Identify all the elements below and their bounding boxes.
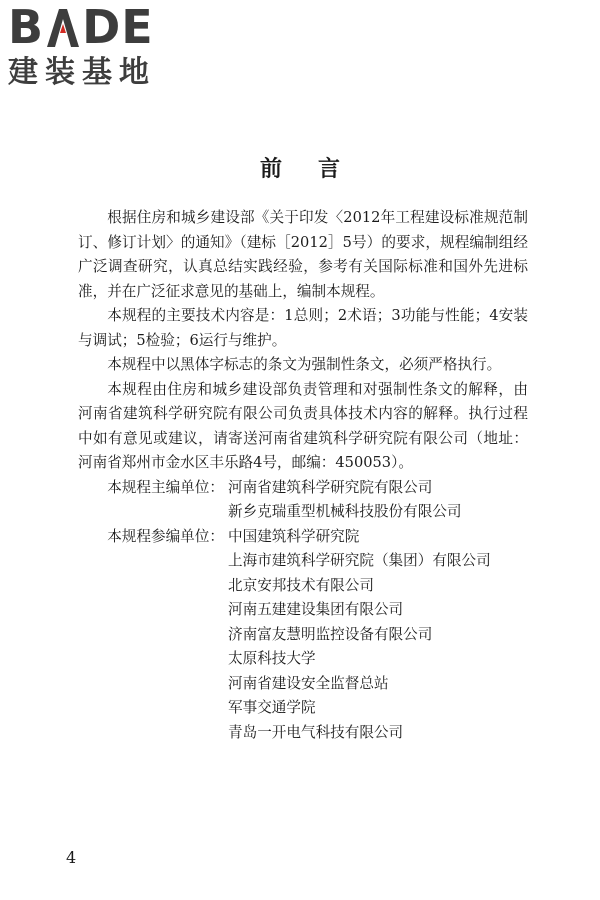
paragraph-contents: 本规程的主要技术内容是：1总则；2术语；3功能与性能；4安装与调试；5检验；6运行与维护。 (78, 307, 528, 349)
paragraph-management: 本规程由住房和城乡建设部负责管理和对强制性条文的解释，由河南省建筑科学研究院有限公司负责具体技术内容的解释。执行过程中如有意见或建议，请寄送河南省建筑科学研究院有限公司（地址：河南省郑州市金水区丰乐路4号，邮编：450053）。 (78, 380, 528, 471)
logo-wordmark (8, 0, 178, 54)
participating-unit-item: 上海市建筑科学研究院（集团）有限公司 (228, 552, 491, 569)
units-section (78, 476, 528, 746)
preface-body (78, 206, 528, 745)
participating-unit-item: 河南五建建设集团有限公司 (228, 601, 404, 618)
participating-units-label: 本规程参编单位： (107, 527, 224, 545)
participating-unit-item: 军事交通学院 (228, 699, 316, 716)
participating-unit-item: 济南富友慧明监控设备有限公司 (228, 625, 433, 643)
logo-letter-b: B (8, 0, 45, 54)
logo-letter-a-mark (45, 7, 81, 47)
paragraph-mandate: 根据住房和城乡建设部《关于印发〈2012年工程建设标准规范制订、修订计划〉的通知》（建标［2012］5号）的要求，规程编制组经广泛调查研究，认真总结实践经验，参考有关国际标准和国外先进标准，并在广泛征求意见的基础上，编制本规程。 (78, 209, 528, 300)
logo-subtitle: 建装基地 (8, 55, 156, 90)
chief-units-row (78, 476, 528, 525)
logo-letters-de: DE (82, 0, 154, 54)
logo-a-icon (45, 7, 81, 47)
chief-units-label: 本规程主编单位： (107, 478, 224, 496)
chief-unit-item: 河南省建筑科学研究院有限公司 (228, 478, 433, 496)
participating-unit-item: 太原科技大学 (228, 650, 316, 667)
page-number: 4 (66, 848, 77, 867)
participating-unit-item: 中国建筑科学研究院 (228, 527, 360, 545)
chief-unit-item: 新乡克瑞重型机械科技股份有限公司 (228, 503, 462, 520)
participating-units-row (78, 525, 528, 746)
participating-unit-item: 河南省建设安全监督总站 (228, 674, 389, 692)
participating-units-list (228, 525, 528, 746)
paragraph-mandatory-clauses: 本规程中以黑体字标志的条文为强制性条文，必须严格执行。 (107, 356, 502, 373)
participating-unit-item: 北京安邦技术有限公司 (228, 576, 374, 594)
page-title: 前言 (259, 156, 376, 182)
chief-units-list (228, 476, 528, 525)
participating-unit-item: 青岛一开电气科技有限公司 (228, 723, 404, 741)
bade-logo (8, 0, 178, 96)
